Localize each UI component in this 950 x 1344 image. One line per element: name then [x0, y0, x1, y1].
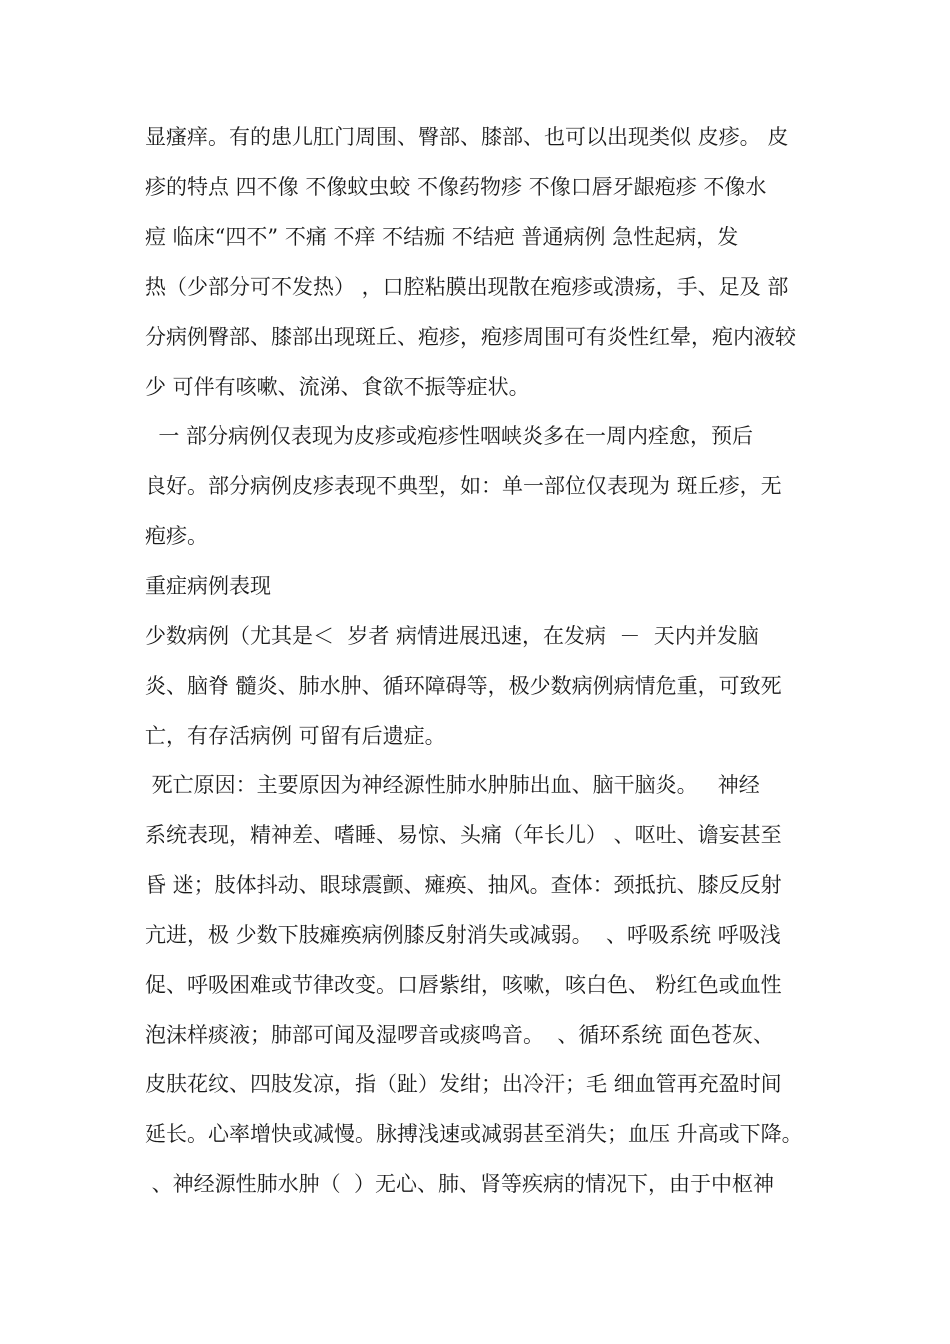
- text-line: 泡沫样痰液；肺部可闻及湿啰音或痰鸣音。 、循环系统 面色苍灰、: [145, 1023, 775, 1047]
- text-line: 炎、脑脊 髓炎、肺水肿、循环障碍等，极少数病例病情危重，可致死: [145, 674, 782, 698]
- text-line: 促、呼吸困难或节律改变。口唇紫绀，咳嗽，咳白色、 粉红色或血性: [145, 973, 782, 997]
- text-line: 死亡原因：主要原因为神经源性肺水肿肺出血、脑干脑炎。 神经: [145, 773, 760, 797]
- text-line: 分病例臀部、膝部出现斑丘、疱疹，疱疹周围可有炎性红晕，疱内液较: [145, 325, 796, 349]
- text-line: 疱疹。: [145, 524, 208, 548]
- text-line: 疹的特点 四不像 不像蚊虫蛟 不像药物疹 不像口唇牙龈疱疹 不像水: [145, 175, 767, 199]
- text-line: 亡，有存活病例 可留有后遗症。: [145, 724, 446, 748]
- text-line: 少数病例（尤其是＜ 岁者 病情进展迅速，在发病 － 天内并发脑: [145, 624, 759, 648]
- text-line: 延长。心率增快或减慢。脉搏浅速或减弱甚至消失；血压 升高或下降。: [145, 1122, 803, 1146]
- text-line: 皮肤花纹、四肢发凉，指（趾）发绀；出冷汗；毛 细血管再充盈时间: [145, 1072, 782, 1096]
- text-line: 一 部分病例仅表现为皮疹或疱疹性咽峡炎多在一周内痊愈，预后: [145, 424, 754, 448]
- text-line: 显瘙痒。有的患儿肛门周围、臀部、膝部、也可以出现类似 皮疹。 皮: [145, 125, 789, 149]
- section-heading: 重症病例表现: [145, 574, 271, 598]
- text-line: 良好。部分病例皮疹表现不典型，如：单一部位仅表现为 斑丘疹，无: [145, 474, 782, 498]
- text-line: 系统表现，精神差、嗜睡、易惊、头痛（年长儿） 、呕吐、谵妄甚至: [145, 823, 782, 847]
- text-line: 痘 临床“四不” 不痛 不痒 不结痂 不结疤 普通病例 急性起病，发: [145, 225, 739, 249]
- text-line: 、神经源性肺水肿（ ）无心、肺、肾等疾病的情况下，由于中枢神: [145, 1172, 775, 1196]
- text-line: 昏 迷；肢体抖动、眼球震颤、瘫痪、抽风。查体：颈抵抗、膝反反射: [145, 873, 782, 897]
- text-line: 少 可伴有咳嗽、流涕、食欲不振等症状。: [145, 375, 530, 399]
- text-line: 热（少部分可不发热） ，口腔粘膜出现散在疱疹或溃疡，手、足及 部: [145, 275, 789, 299]
- text-line: 亢进，极 少数下肢瘫痪病例膝反射消失或减弱。 、呼吸系统 呼吸浅: [145, 923, 781, 947]
